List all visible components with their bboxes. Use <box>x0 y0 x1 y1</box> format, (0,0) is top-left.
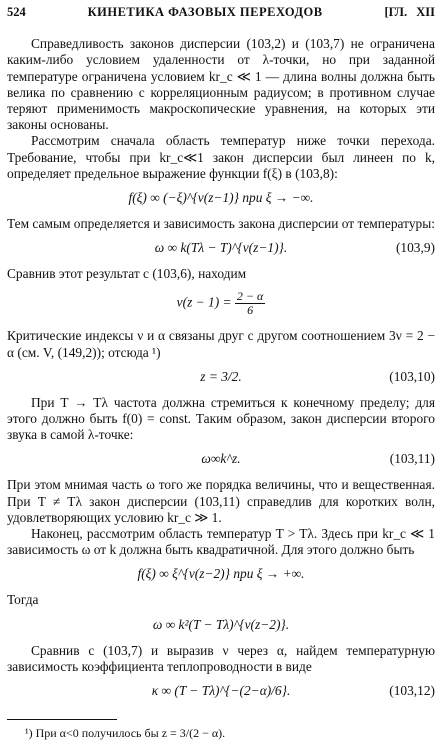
equation-3-formula <box>7 290 435 317</box>
equation-4 <box>7 369 435 387</box>
equation-8-number: (103,12) <box>389 683 435 699</box>
equation-3-lhs: ν(z − 1) = <box>176 295 232 311</box>
equation-5-formula: ω∞k^z. <box>201 451 241 467</box>
equation-3-denominator: 6 <box>247 303 254 318</box>
equation-3-fraction <box>235 290 265 317</box>
equation-1-formula: f(ξ) ∞ (−ξ)^{ν(z−1)} при ξ → −∞. <box>128 190 314 206</box>
equation-6-formula: f(ξ) ∞ ξ^{ν(z−2)} при ξ → +∞. <box>137 566 305 582</box>
equation-2 <box>7 240 435 258</box>
equation-2-formula: ω ∞ k(Tλ − T)^{ν(z−1)}. <box>154 240 288 256</box>
equation-1 <box>7 190 435 208</box>
equation-8-formula: κ ∞ (T − Tλ)^{−(2−α)/6}. <box>151 683 291 699</box>
footnote: ¹) При α<0 получилось бы z = 3/(2 − α). <box>25 726 226 740</box>
equation-5-number: (103,11) <box>389 451 435 467</box>
paragraph-2: Рассмотрим сначала область температур ниже точки перехода. Требование, чтобы при kr_c≪1 закон дисперсии был линеен по k, определяет предельное выражение функции f(ξ) в (103,8): <box>7 133 435 181</box>
equation-5 <box>7 451 435 469</box>
running-title: КИНЕТИКА ФАЗОВЫХ ПЕРЕХОДОВ <box>87 5 323 19</box>
equation-6 <box>7 566 435 584</box>
paragraph-7: При этом мнимая часть ω того же порядка величины, что и вещественная. При T ≠ Tλ закон дисперсии (103,11) справедлив для коротких волн, удовлетворяющих условию kr_c ≫ 1. <box>7 477 435 525</box>
paragraph-6: При T → Tλ частота должна стремиться к конечному пределу; для этого должно быть f(0) = const. Таким образом, закон дисперсии второго звука в самой λ-точке: <box>7 394 435 443</box>
chapter-label: [ГЛ. XII <box>384 5 435 19</box>
equation-4-formula: z = 3/2. <box>200 368 242 384</box>
paragraph-8: Наконец, рассмотрим область температур T > Tλ. Здесь при kr_c ≪ 1 зависимость ω от k должна быть квадратичной. Для этого должно быть <box>7 526 435 558</box>
page-number: 524 <box>7 5 26 19</box>
equation-8 <box>7 683 435 701</box>
paragraph-1: Справедливость законов дисперсии (103,2) и (103,7) не ограничена каким-либо условием удаленности от λ-точки, но при заданной температуре ограничена условием kr_c ≪ 1 — длина волны должна быть велика по сравнению с корреляционным радиусом; в противном случае теряют применимость макроскопические уравнения, на которых эти законы основаны. <box>7 36 435 133</box>
equation-4-number: (103,10) <box>389 368 435 384</box>
equation-3-numerator: 2 − α <box>236 289 264 304</box>
equation-7 <box>7 617 435 635</box>
paragraph-3: Тем самым определяется и зависимость закона дисперсии от температуры: <box>7 216 435 232</box>
paragraph-9: Тогда <box>7 592 39 608</box>
equation-2-number: (103,9) <box>395 240 435 256</box>
paragraph-5: Критические индексы ν и α связаны друг с другом соотношением 3ν = 2 − α (см. V, (149,2)); отсюда ¹) <box>7 328 435 360</box>
paragraph-10: Сравнив с (103,7) и выразив ν через α, найдем температурную зависимость коэффициента теплопроводности в виде <box>7 642 435 674</box>
equation-3 <box>7 290 435 320</box>
book-page <box>7 4 435 740</box>
paragraph-4: Сравнив этот результат с (103,6), находим <box>7 266 247 282</box>
footnote-divider <box>7 719 117 720</box>
equation-7-formula: ω ∞ k²(T − Tλ)^{ν(z−2)}. <box>152 616 290 632</box>
page-header <box>7 4 435 20</box>
